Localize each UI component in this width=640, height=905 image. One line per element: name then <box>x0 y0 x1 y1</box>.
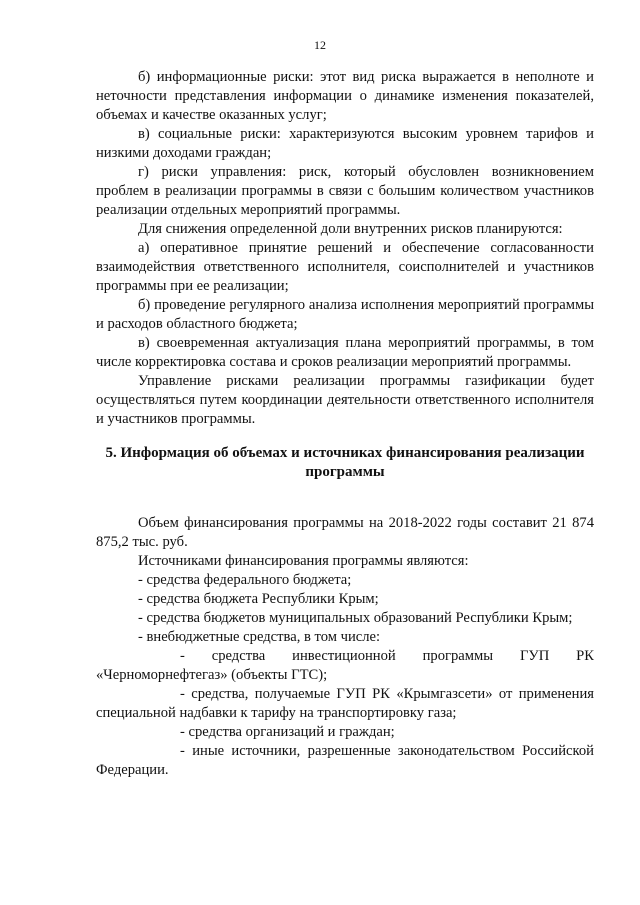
source-item-federal: - средства федерального бюджета; <box>138 572 352 588</box>
risk-management-paragraph: Управление рисками реализации программы газификации будет осуществляться путем координации деятельности ответственного исполнителя и участников программы. <box>96 373 594 427</box>
risk-item-management: г) риски управления: риск, который обусловлен возникновением проблем в реализации программы в связи с большим количеством участников реализации отдельных мероприятий программы. <box>96 164 594 218</box>
source-item-republic: - средства бюджета Республики Крым; <box>138 591 379 607</box>
risk-item-social: в) социальные риски: характеризуются высоким уровнем тарифов и низкими доходами граждан; <box>96 126 594 161</box>
risk-item-informational: б) информационные риски: этот вид риска выражается в неполноте и неточности представления информации о динамике изменения показателей, объемах и качестве оказанных услуг; <box>96 69 594 123</box>
financing-section <box>96 514 594 780</box>
mitigation-item-analysis: б) проведение регулярного анализа исполнения мероприятий программы и расходов областного бюджета; <box>96 297 594 332</box>
extra-source-investment: - средства инвестиционной программы ГУП РК «Черноморнефтегаз» (объекты ГТС); <box>96 648 594 683</box>
source-item-extrabudgetary: - внебюджетные средства, в том числе: <box>138 629 381 645</box>
mitigation-item-decisions: а) оперативное принятие решений и обеспечение согласованности взаимодействия ответственного исполнителя, соисполнителей и участников программы при ее реализации; <box>96 240 594 294</box>
mitigation-item-plan-update: в) своевременная актуализация плана мероприятий программы, в том числе корректировка состава и сроков реализации мероприятий программы. <box>96 335 594 370</box>
risks-section <box>96 68 594 429</box>
source-item-municipal: - средства бюджетов муниципальных образований Республики Крым; <box>138 610 573 626</box>
section-heading: 5. Информация об объемах и источниках финансирования реализации программы <box>105 445 585 480</box>
extra-source-surcharge: - средства, получаемые ГУП РК «Крымгазсети» от применения специальной надбавки к тарифу на транспортировку газа; <box>96 686 594 721</box>
extra-source-other: - иные источники, разрешенные законодательством Российской Федерации. <box>96 743 594 778</box>
extra-source-organizations: - средства организаций и граждан; <box>180 724 395 740</box>
mitigation-intro: Для снижения определенной доли внутренних рисков планируются: <box>138 221 563 237</box>
page-number: 12 <box>314 38 326 52</box>
financing-volume: Объем финансирования программы на 2018-2022 годы составит 21 874 875,2 тыс. руб. <box>96 515 594 550</box>
sources-intro: Источниками финансирования программы являются: <box>138 553 469 569</box>
